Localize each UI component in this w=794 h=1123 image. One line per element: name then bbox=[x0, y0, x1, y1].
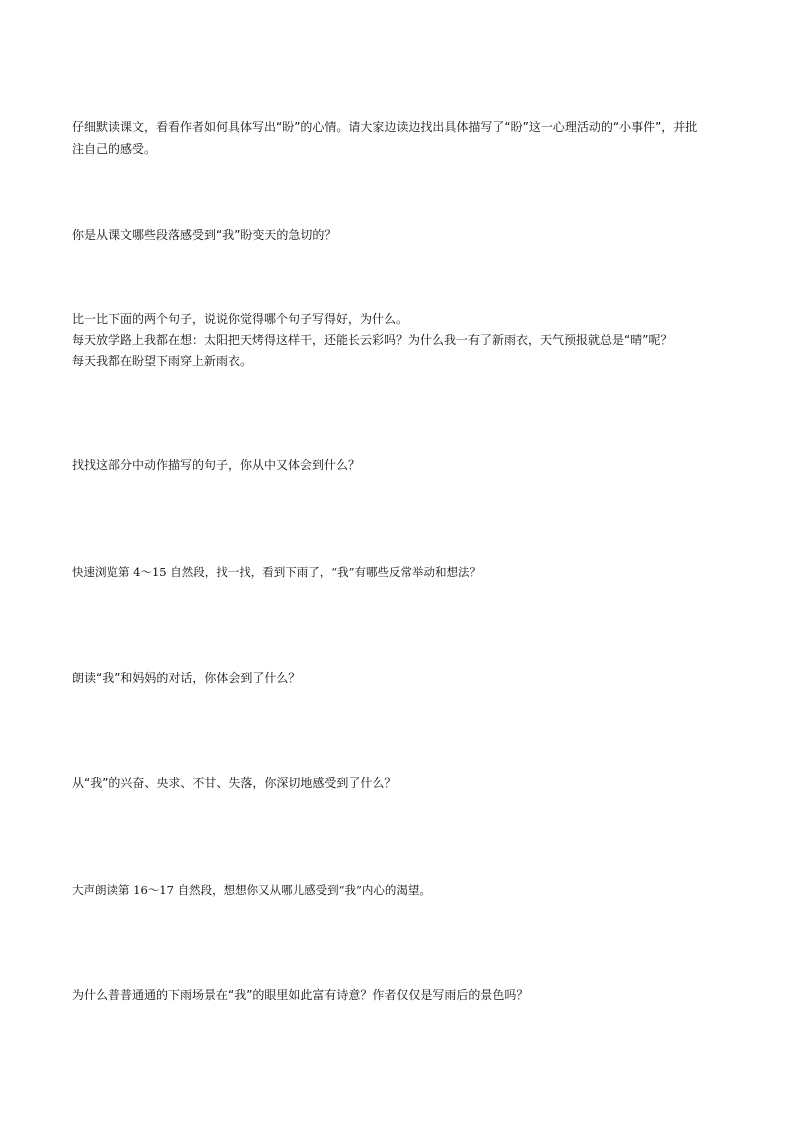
question-7: 从“我”的兴奋、央求、不甘、失落，你深切地感受到了什么？ bbox=[72, 776, 397, 790]
question-4: 找找这部分中动作描写的句子，你从中又体会到什么？ bbox=[72, 458, 361, 472]
question-3-sentence-a: 每天放学路上我都在想：太阳把天烤得这样干，还能长云彩吗？为什么我一有了新雨衣，天气预报就总是“晴”呢？ bbox=[72, 333, 673, 347]
question-6: 朗读“我”和妈妈的对话，你体会到了什么？ bbox=[72, 671, 301, 685]
question-1-line-1: 仔细默读课文，看看作者如何具体写出“盼”的心情。请大家边读边找出具体描写了“盼”这一心理活动的“小事件”，并批 bbox=[72, 120, 698, 134]
question-3-sentence-b: 每天我都在盼望下雨穿上新雨衣。 bbox=[72, 354, 253, 368]
question-8: 大声朗读第 16～17 自然段，想想你又从哪儿感受到“我”内心的渴望。 bbox=[72, 883, 431, 897]
question-3-prompt: 比一比下面的两个句子，说说你觉得哪个句子写得好，为什么。 bbox=[72, 312, 409, 326]
question-5: 快速浏览第 4～15 自然段，找一找，看到下雨了，“我”有哪些反常举动和想法？ bbox=[72, 565, 482, 579]
question-2: 你是从课文哪些段落感受到“我”盼变天的急切的？ bbox=[72, 228, 337, 242]
question-9: 为什么普普通通的下雨场景在“我”的眼里如此富有诗意？作者仅仅是写雨后的景色吗？ bbox=[72, 988, 529, 1002]
question-1-line-2: 注自己的感受。 bbox=[72, 142, 157, 156]
